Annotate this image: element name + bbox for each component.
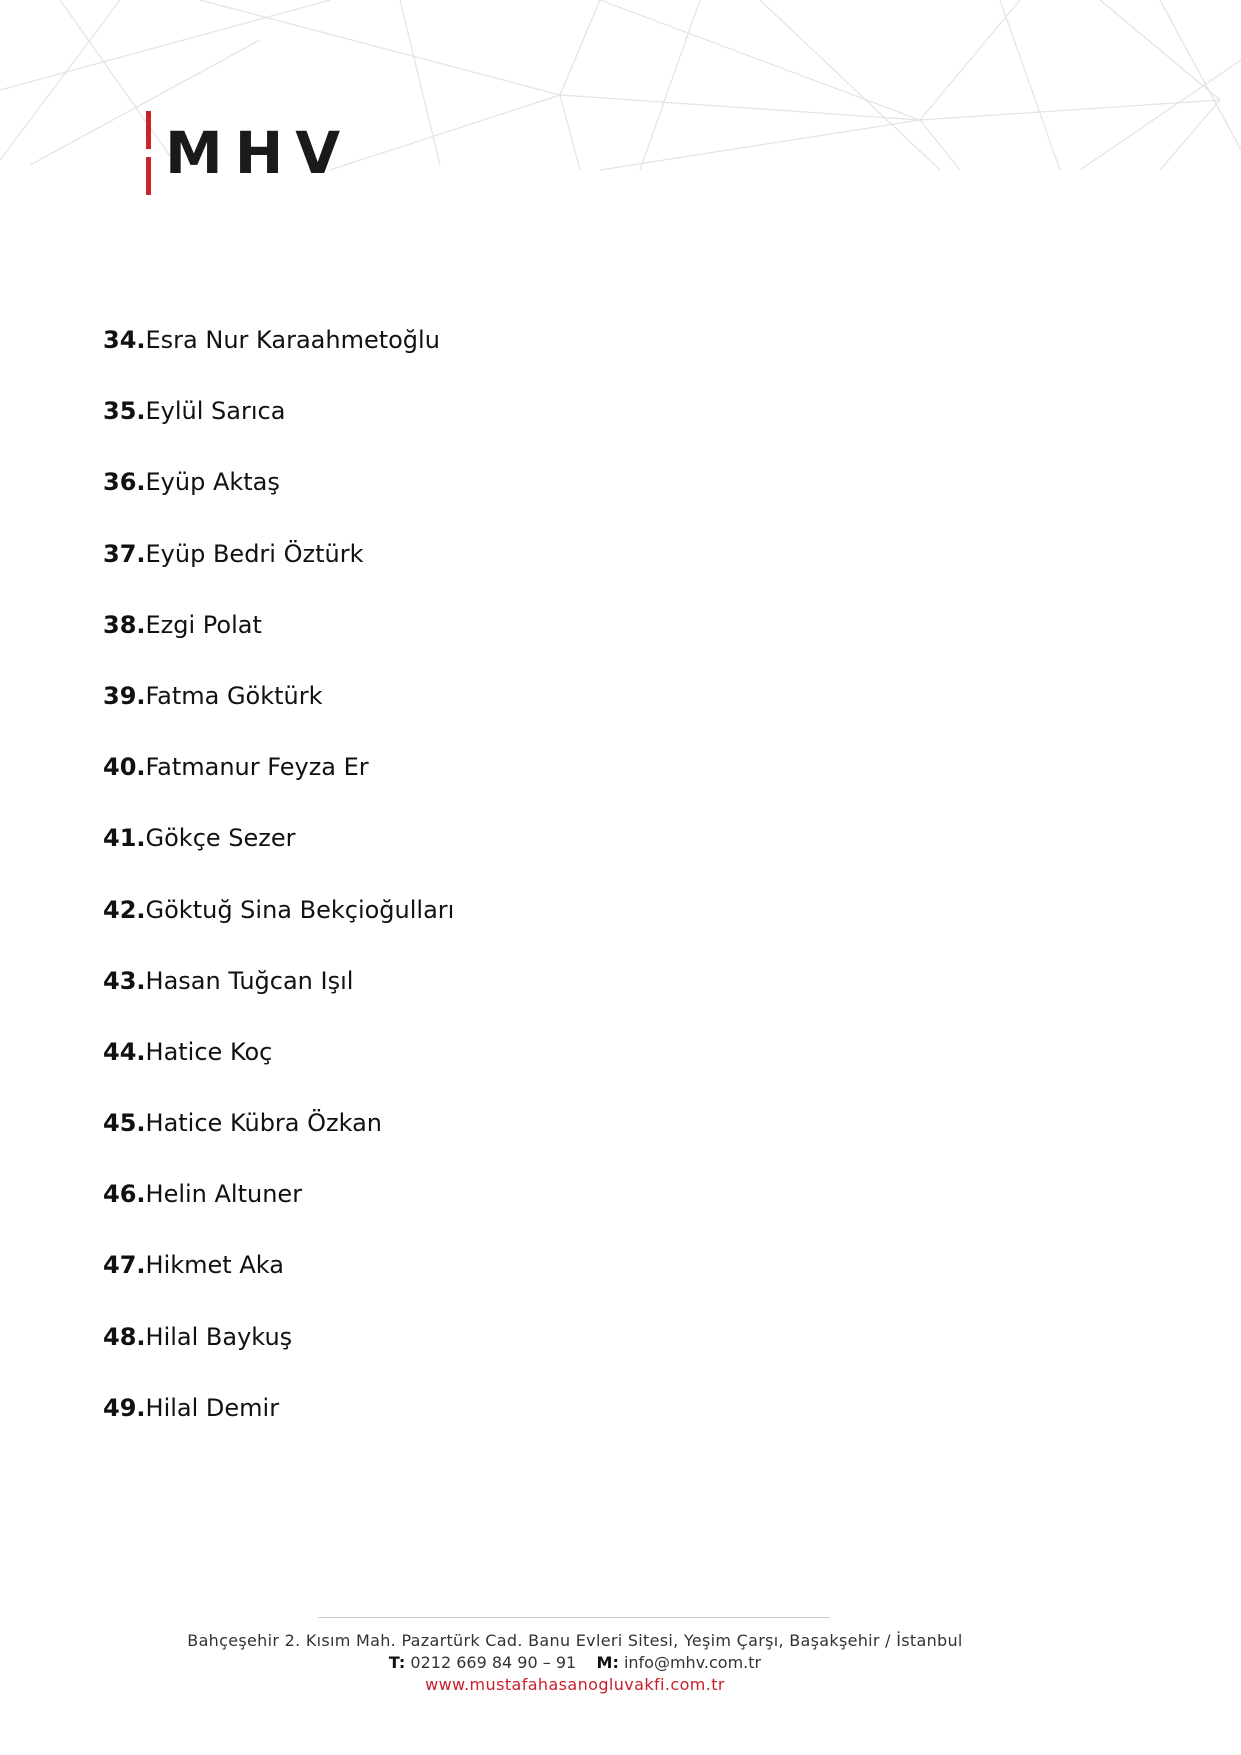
item-number: 41. [103, 824, 146, 853]
item-name: Eyüp Aktaş [145, 468, 280, 497]
item-name: Hilal Baykuş [145, 1322, 293, 1351]
list-item [103, 391, 454, 462]
list-item [103, 818, 454, 889]
item-name: Eyüp Bedri Öztürk [145, 539, 364, 568]
list-item [103, 605, 454, 676]
item-name: Hikmet Aka [145, 1251, 284, 1280]
item-name: Hasan Tuğcan Işıl [145, 966, 354, 995]
item-name: Hilal Demir [145, 1393, 280, 1422]
list-item [103, 961, 454, 1032]
footer-website[interactable]: www.mustafahasanogluvakfi.com.tr [425, 1675, 725, 1694]
item-number: 46. [103, 1180, 146, 1209]
item-name: Hatice Koç [145, 1037, 273, 1066]
item-name: Fatma Göktürk [145, 681, 323, 710]
item-name: Göktuğ Sina Bekçioğulları [145, 895, 455, 924]
item-number: 40. [103, 753, 146, 782]
list-item [103, 1032, 454, 1103]
footer-address: Bahçeşehir 2. Kısım Mah. Pazartürk Cad. Banu Evleri Sitesi, Yeşim Çarşı, Başakşehir / İstanbul [187, 1631, 963, 1650]
footer [0, 1630, 1150, 1696]
item-name: Fatmanur Feyza Er [145, 753, 369, 782]
list-item [103, 462, 454, 533]
item-number: 34. [103, 326, 146, 354]
item-name: Ezgi Polat [145, 610, 262, 639]
mhv-logo [146, 108, 352, 198]
email-address: info@mhv.com.tr [623, 1653, 762, 1672]
item-number: 39. [103, 681, 146, 710]
item-name: Esra Nur Karaahmetoğlu [145, 326, 440, 354]
footer-contact [0, 1652, 1150, 1674]
item-number: 44. [103, 1037, 146, 1066]
item-number: 47. [103, 1251, 146, 1280]
mail-label: M: [596, 1653, 619, 1672]
footer-divider [318, 1617, 830, 1618]
item-name: Helin Altuner [145, 1180, 303, 1209]
item-number: 37. [103, 539, 146, 568]
phone-number: 0212 669 84 90 – 91 [410, 1653, 577, 1672]
name-list [103, 320, 454, 1459]
item-number: 36. [103, 468, 146, 497]
phone-label: T: [388, 1653, 406, 1672]
item-number: 45. [103, 1109, 146, 1138]
logo-text: MHV [165, 119, 353, 187]
list-item [103, 1103, 454, 1174]
logo-accent-bar [146, 111, 151, 195]
item-number: 43. [103, 966, 146, 995]
list-item [103, 534, 454, 605]
item-name: Eylül Sarıca [145, 397, 286, 426]
list-item [103, 320, 454, 391]
list-item [103, 890, 454, 961]
item-number: 49. [103, 1393, 146, 1422]
list-item [103, 1174, 454, 1245]
item-number: 35. [103, 397, 146, 426]
list-item [103, 1317, 454, 1388]
list-item [103, 676, 454, 747]
item-number: 38. [103, 610, 146, 639]
item-number: 48. [103, 1322, 146, 1351]
list-item [103, 1388, 454, 1459]
item-name: Hatice Kübra Özkan [145, 1109, 383, 1138]
item-name: Gökçe Sezer [145, 824, 296, 853]
list-item [103, 1245, 454, 1316]
list-item [103, 747, 454, 818]
item-number: 42. [103, 895, 146, 924]
